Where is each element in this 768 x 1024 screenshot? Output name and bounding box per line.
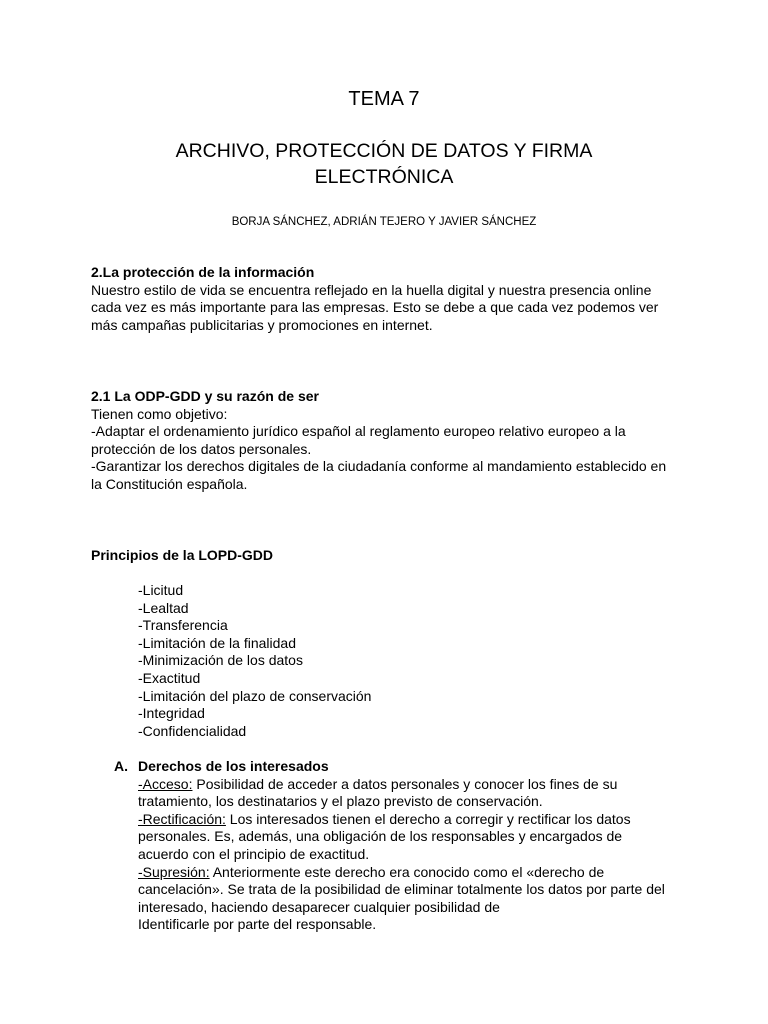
section-heading: Derechos de los interesados — [138, 758, 329, 774]
paragraph-line: tratamiento, los destinatarios y el plazo previsto de conservación. — [138, 793, 543, 810]
paragraph-line: la Constitución española. — [91, 475, 248, 492]
paragraph-line: -Garantizar los derechos digitales de la ciudadanía conforme al mandamiento establecido en — [91, 458, 667, 475]
section-odp-gdd — [91, 388, 691, 494]
right-label: -Supresión: — [138, 863, 210, 880]
section-heading: 2.1 La ODP-GDD y su razón de ser — [91, 388, 319, 404]
section-heading: Principios de la LOPD-GDD — [91, 547, 274, 563]
paragraph-line: cancelación». Se trata de la posibilidad de eliminar totalmente los datos por parte del — [138, 881, 665, 898]
right-label: -Rectificación: — [138, 810, 226, 827]
section-heading: 2.La protección de la información — [91, 264, 315, 280]
list-item: -Lealtad — [138, 599, 189, 616]
authors-line: BORJA SÁNCHEZ, ADRIÁN TEJERO Y JAVIER SÁNCHEZ — [231, 216, 537, 228]
list-item: -Minimización de los datos — [138, 652, 303, 669]
topic-number: TEMA 7 — [348, 88, 420, 110]
section-information-protection — [91, 264, 691, 334]
right-supresion — [138, 864, 684, 882]
paragraph-line: interesado, haciendo desaparecer cualquier posibilidad de — [138, 898, 500, 915]
list-item: -Limitación del plazo de conservación — [138, 687, 372, 704]
document-title — [130, 138, 638, 190]
paragraph-line: protección de los datos personales. — [91, 440, 312, 457]
paragraph-line: más campañas publicitarias y promociones en internet. — [91, 316, 433, 333]
principles-list — [138, 582, 371, 740]
paragraph-line: cada vez es más importante para las empresas. Esto se debe a que cada vez podemos ver — [91, 299, 659, 316]
right-text: Posibilidad de acceder a datos personales y conocer los fines de su — [192, 775, 618, 792]
paragraph-line: Identificarle por parte del responsable. — [138, 916, 377, 933]
paragraph-line: -Adaptar el ordenamiento jurídico español al reglamento europeo relativo europeo a la — [91, 423, 626, 440]
section-rights — [114, 758, 684, 934]
list-marker: A. — [114, 758, 128, 774]
paragraph-line: Nuestro estilo de vida se encuentra reflejado en la huella digital y nuestra presencia online — [91, 281, 652, 298]
list-item: -Licitud — [138, 582, 184, 598]
right-text: Anteriormente este derecho era conocido como el «derecho de — [209, 863, 605, 880]
list-item: -Limitación de la finalidad — [138, 634, 296, 651]
list-item: -Exactitud — [138, 669, 201, 686]
rights-body — [138, 758, 684, 934]
paragraph-line: Tienen como objetivo: — [91, 405, 228, 422]
section-principles — [91, 547, 691, 565]
right-rectificacion — [138, 811, 684, 829]
list-item: -Integridad — [138, 705, 205, 722]
right-label: -Acceso: — [138, 775, 193, 792]
right-acceso — [138, 776, 684, 794]
list-item: -Transferencia — [138, 617, 228, 634]
paragraph-line: acuerdo con el principio de exactitud. — [138, 845, 370, 862]
list-item: -Confidencialidad — [138, 722, 247, 739]
title-line-2: ELECTRÓNICA — [314, 166, 454, 188]
right-text: Los interesados tienen el derecho a corregir y rectificar los datos — [225, 810, 631, 827]
paragraph-line: personales. Es, además, una obligación de los responsables y encargados de — [138, 828, 623, 845]
title-line-1: ARCHIVO, PROTECCIÓN DE DATOS Y FIRMA — [175, 140, 593, 162]
